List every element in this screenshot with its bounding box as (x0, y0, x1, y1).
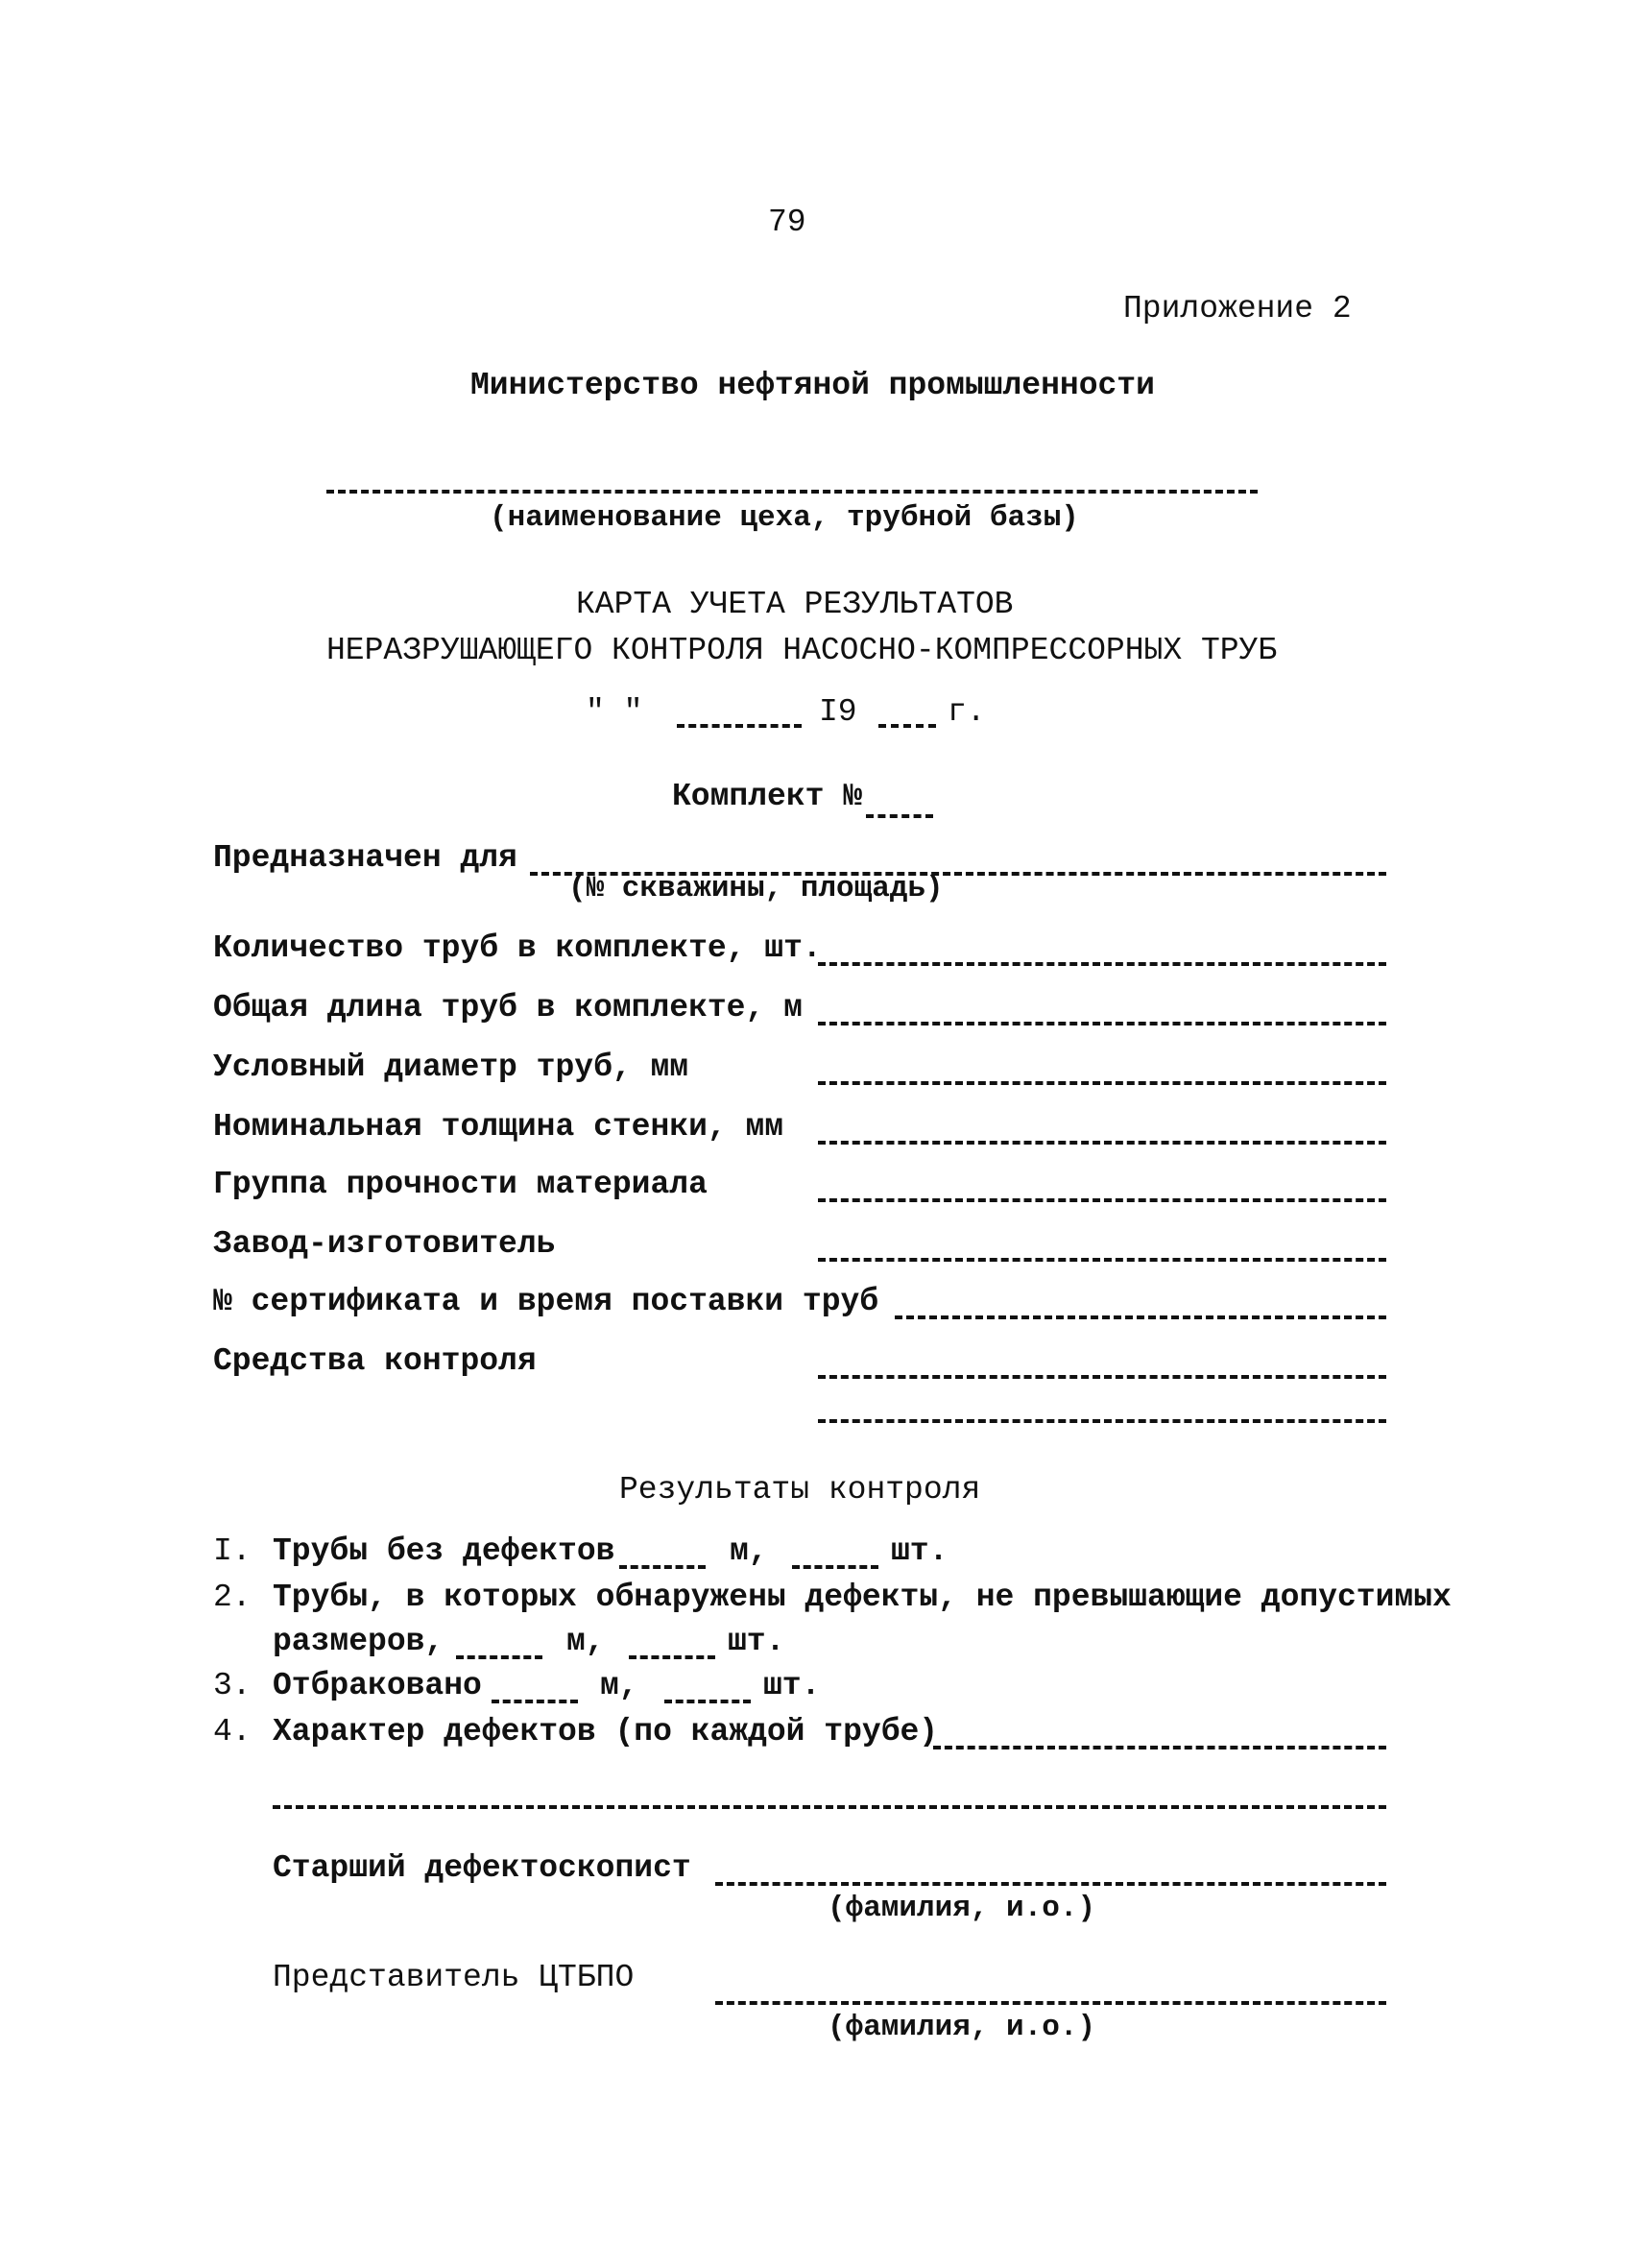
defects-line (933, 1746, 1386, 1749)
field-line (818, 962, 1386, 966)
signature-line (715, 1882, 1386, 1886)
result-number: 3. (213, 1668, 252, 1703)
workshop-hint: (наименование цеха, трубной базы) (490, 501, 1079, 535)
result-unit-pcs: шт. (728, 1624, 785, 1659)
date-year-line (878, 724, 936, 728)
results-heading: Результаты контроля (619, 1472, 981, 1508)
result-number: 4. (213, 1714, 252, 1749)
field-hint: (№ скважины, площадь) (568, 872, 944, 905)
field-line-extra (818, 1419, 1386, 1423)
page-number: 79 (768, 205, 806, 240)
signature-hint: (фамилия, и.о.) (828, 1892, 1096, 1925)
result-meters-line (492, 1700, 578, 1703)
result-unit-pcs: шт. (891, 1533, 949, 1569)
field-line (818, 1141, 1386, 1145)
result-number: 2. (213, 1580, 252, 1615)
result-unit-m: м, (600, 1668, 638, 1703)
field-label: Группа прочности материала (213, 1167, 708, 1202)
card-title-line1: КАРТА УЧЕТА РЕЗУЛЬТАТОВ (576, 587, 1014, 622)
result-text: Отбраковано (273, 1668, 482, 1703)
date-quotes: " " (586, 694, 643, 730)
field-label: Количество труб в комплекте, шт. (213, 930, 822, 966)
field-label: Общая длина труб в комплекте, м (213, 990, 803, 1025)
result-pieces-line (629, 1655, 715, 1659)
kit-label: Комплект № (672, 779, 863, 814)
result-unit-m: м, (730, 1533, 768, 1569)
result-unit-m: м, (566, 1624, 605, 1659)
result-meters-line (619, 1565, 706, 1569)
result-pieces-line (664, 1700, 751, 1703)
signature-line (715, 2001, 1386, 2005)
result-unit-pcs: шт. (763, 1668, 821, 1703)
result-pieces-line (792, 1565, 878, 1569)
field-label: Предназначен для (213, 840, 517, 876)
card-title-line2: НЕРАЗРУШАЮЩЕГО КОНТРОЛЯ НАСОСНО-КОМПРЕССОРНЫХ ТРУБ (326, 633, 1278, 668)
date-month-line (677, 724, 802, 728)
kit-number-line (866, 814, 933, 818)
workshop-name-line (326, 490, 1258, 494)
signature-hint: (фамилия, и.о.) (828, 2011, 1096, 2044)
date-year-prefix: I9 (819, 694, 857, 730)
field-label: Условный диаметр труб, мм (213, 1050, 689, 1085)
result-meters-line (456, 1655, 542, 1659)
field-line (895, 1315, 1386, 1319)
appendix-label: Приложение 2 (1123, 291, 1352, 326)
defects-line-extra (273, 1805, 1386, 1809)
ministry-name: Министерство нефтяной промышленности (470, 368, 1155, 403)
field-line (818, 1258, 1386, 1262)
result-text: Характер дефектов (по каждой трубе) (273, 1714, 939, 1749)
result-text: Трубы без дефектов (273, 1533, 615, 1569)
field-label: Номинальная толщина стенки, мм (213, 1109, 784, 1145)
field-line (818, 1081, 1386, 1085)
result-text: Трубы, в которых обнаружены дефекты, не превышающие допустимых (273, 1580, 1452, 1615)
signature-role: Старший дефектоскопист (273, 1850, 691, 1886)
signature-role: Представитель ЦТБПО (273, 1960, 635, 1995)
field-line (818, 1022, 1386, 1025)
result-number: I. (213, 1533, 252, 1569)
field-label: Средства контроля (213, 1343, 537, 1379)
date-year-suffix: г. (948, 694, 986, 730)
field-label: № сертификата и время поставки труб (213, 1284, 879, 1319)
field-line (818, 1198, 1386, 1202)
field-label: Завод-изготовитель (213, 1226, 556, 1262)
field-line (818, 1375, 1386, 1379)
result-text-cont: размеров, (273, 1624, 444, 1659)
